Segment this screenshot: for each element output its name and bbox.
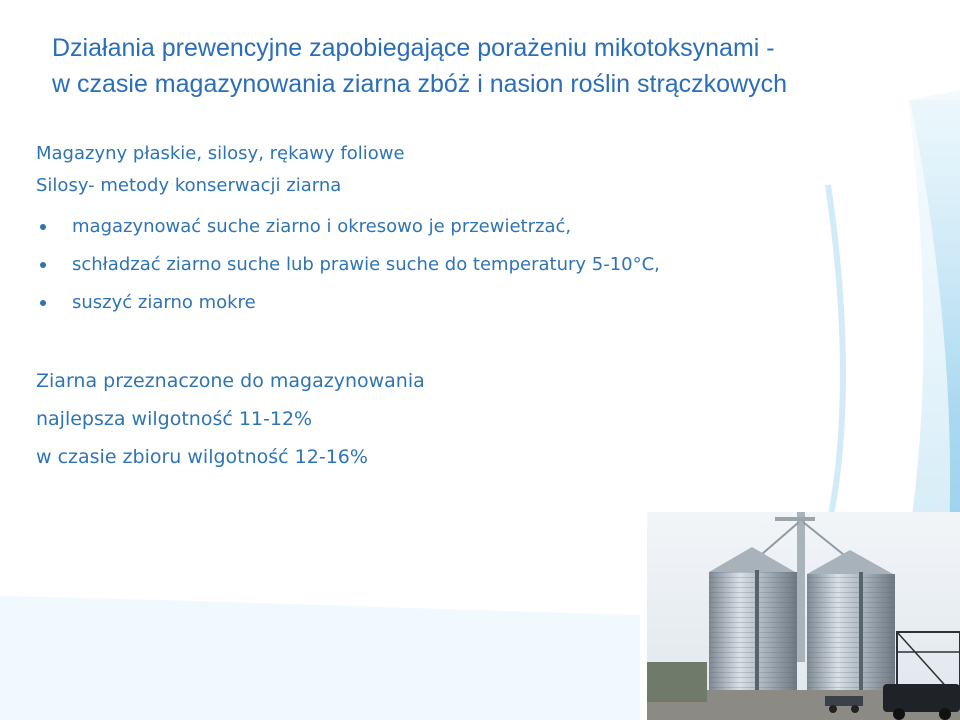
list-item-text: schładzać ziarno suche lub prawie suche do temperatury 5-10°C, — [72, 254, 660, 275]
slide-title — [52, 30, 932, 102]
list-item — [36, 246, 836, 284]
storage-grain-section — [36, 362, 836, 476]
harvest-moisture-text: w czasie zbioru wilgotność 12-16% — [36, 446, 368, 468]
methods-list — [36, 208, 836, 322]
list-item-text: suszyć ziarno mokre — [72, 292, 256, 313]
list-item — [36, 284, 836, 322]
methods-heading: Silosy- metody konserwacji ziarna — [36, 175, 342, 196]
bullet-icon — [40, 224, 46, 230]
bullet-icon — [40, 300, 46, 306]
storage-types-text: Magazyny płaskie, silosy, rękawy foliowe — [36, 143, 405, 164]
list-item-text: magazynować suche ziarno i okresowo je przewietrzać, — [72, 216, 572, 237]
storage-grain-heading: Ziarna przeznaczone do magazynowania — [36, 370, 425, 392]
best-moisture-text: najlepsza wilgotność 11-12% — [36, 408, 313, 430]
bullet-icon — [40, 262, 46, 268]
list-item — [36, 208, 836, 246]
title-line-1: Działania prewencyjne zapobiegające porażeniu mikotoksynami - — [52, 34, 775, 62]
grain-silos-photo — [647, 512, 960, 720]
title-line-2: w czasie magazynowania ziarna zbóż i nasion roślin strączkowych — [52, 70, 788, 98]
slide-body — [36, 138, 836, 476]
